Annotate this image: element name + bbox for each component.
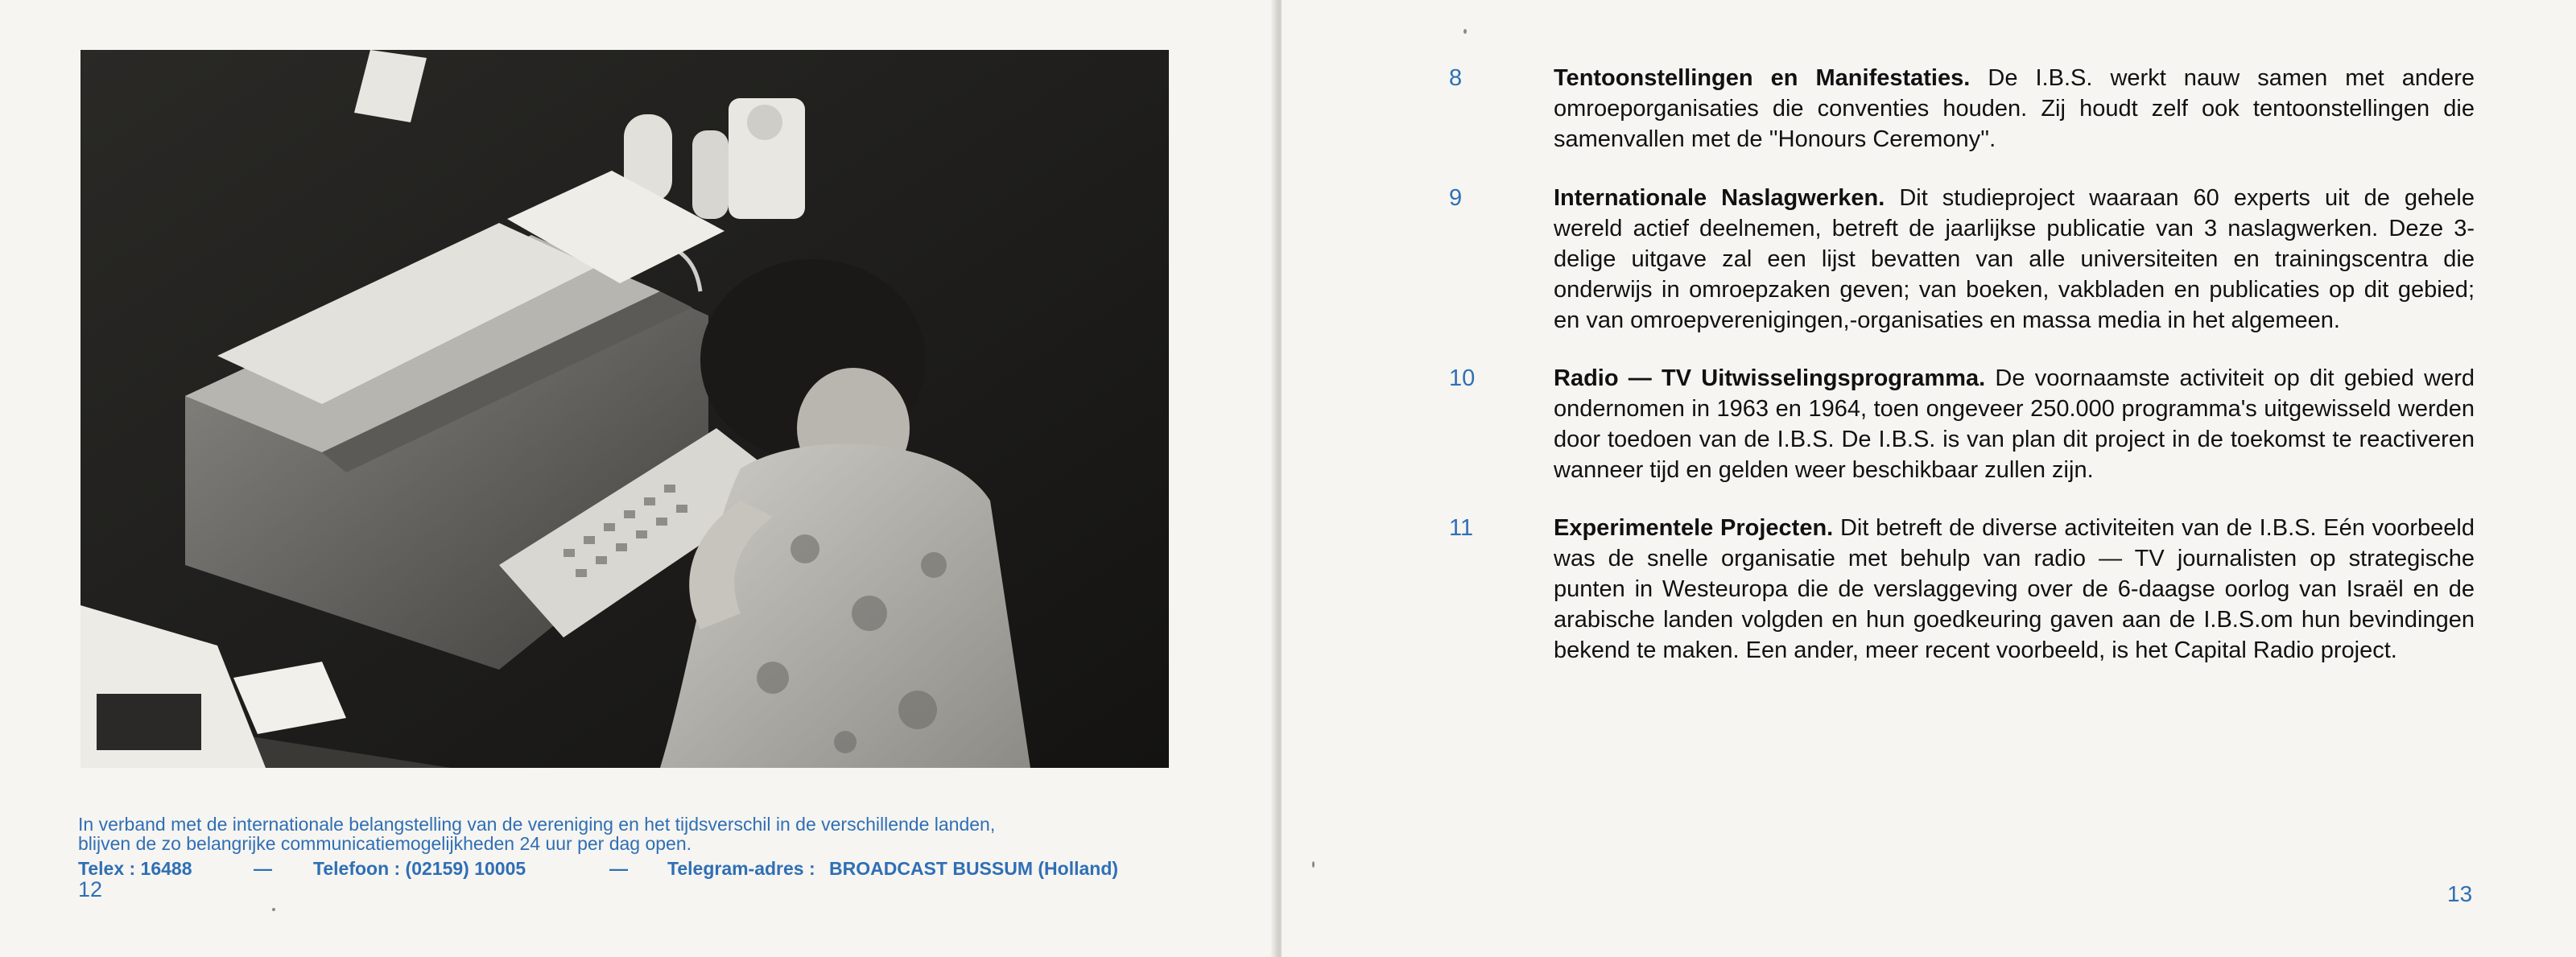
item-title: Tentoonstellingen en Manifestaties. bbox=[1554, 65, 1971, 91]
page-number-left: 12 bbox=[78, 877, 103, 901]
left-page bbox=[0, 0, 1275, 957]
telegram-label: Telegram-adres : bbox=[667, 858, 815, 879]
item-text bbox=[1554, 513, 2475, 666]
item-title: Radio — TV Uitwisselingsprogramma. bbox=[1554, 365, 1986, 391]
telex-number: Telex : 16488 bbox=[78, 858, 192, 879]
contact-separator-1: — bbox=[254, 858, 272, 879]
telex-operator-photo bbox=[80, 50, 1169, 768]
item-body: De I.B.S. werkt nauw samen met andere omroeporganisaties die conventies houden. Zij houdt zelf ook tentoonstellingen die samenvallen met de ''Honours Ceremony''. bbox=[1554, 65, 2475, 152]
item-text bbox=[1554, 363, 2475, 485]
item-body: Dit betreft de diverse activiteiten van de I.B.S. Eén voorbeeld was de snelle organisatie met behulp van radio — TV journalisten op strategische punten in Westeuropa die de verslaggeving over de 6-daagse oorlog van Israël en de arabische landen volgden en hun goedkeuring gaven aan de I.B.S.om hun bevindingen bekend te maken. Een ander, meer recent voorbeeld, is het Capital Radio project. bbox=[1554, 515, 2475, 663]
item-text bbox=[1554, 63, 2475, 155]
item-title: Internationale Naslagwerken. bbox=[1554, 185, 1885, 211]
page-number-right: 13 bbox=[2447, 881, 2473, 906]
item-body: De voornaamste activiteit op dit gebied werd ondernomen in 1963 en 1964, toen ongeveer 250.000 programma's uitgewisseld werden door toedoen van de I.B.S. De I.B.S. is van plan dit project in de toekomst te reactiveren wanneer tijd en gelden weer beschikbaar zullen zijn. bbox=[1554, 365, 2475, 483]
item-number: 8 bbox=[1449, 65, 1463, 91]
item-number: 10 bbox=[1449, 365, 1476, 391]
paper-speck bbox=[272, 908, 275, 911]
photo-caption bbox=[78, 815, 1189, 853]
item-body: Dit studieproject waaraan 60 experts uit de gehele wereld actief deelnemen, betreft de jaarlijkse publicatie van 3 naslagwerken. Deze 3-delige uitgave zal een lijst bevatten van alle universiteiten en trainingscentra die onderwijs in omroepzaken geven; van boeken, vakbladen en publicaties op dit gebied; en van omroepverenigingen,-organisaties en massa media in het algemeen. bbox=[1554, 185, 2475, 333]
telegram-address: BROADCAST BUSSUM (Holland) bbox=[829, 858, 1119, 879]
contact-separator-2: — bbox=[609, 858, 628, 879]
caption-line-1: In verband met de internationale belangstelling van de vereniging en het tijdsverschil in de verschillende landen, bbox=[78, 814, 996, 835]
caption-line-2: blijven de zo belangrijke communicatiemogelijkheden 24 uur per dag open. bbox=[78, 833, 692, 854]
item-text bbox=[1554, 183, 2475, 336]
telephone-number: Telefoon : (02159) 10005 bbox=[313, 858, 526, 879]
item-number: 9 bbox=[1449, 185, 1463, 211]
item-number: 11 bbox=[1449, 515, 1474, 541]
photo-illustration bbox=[80, 50, 1169, 768]
paper-speck bbox=[1463, 29, 1467, 34]
paper-speck bbox=[1312, 861, 1315, 868]
item-title: Experimentele Projecten. bbox=[1554, 515, 1834, 541]
